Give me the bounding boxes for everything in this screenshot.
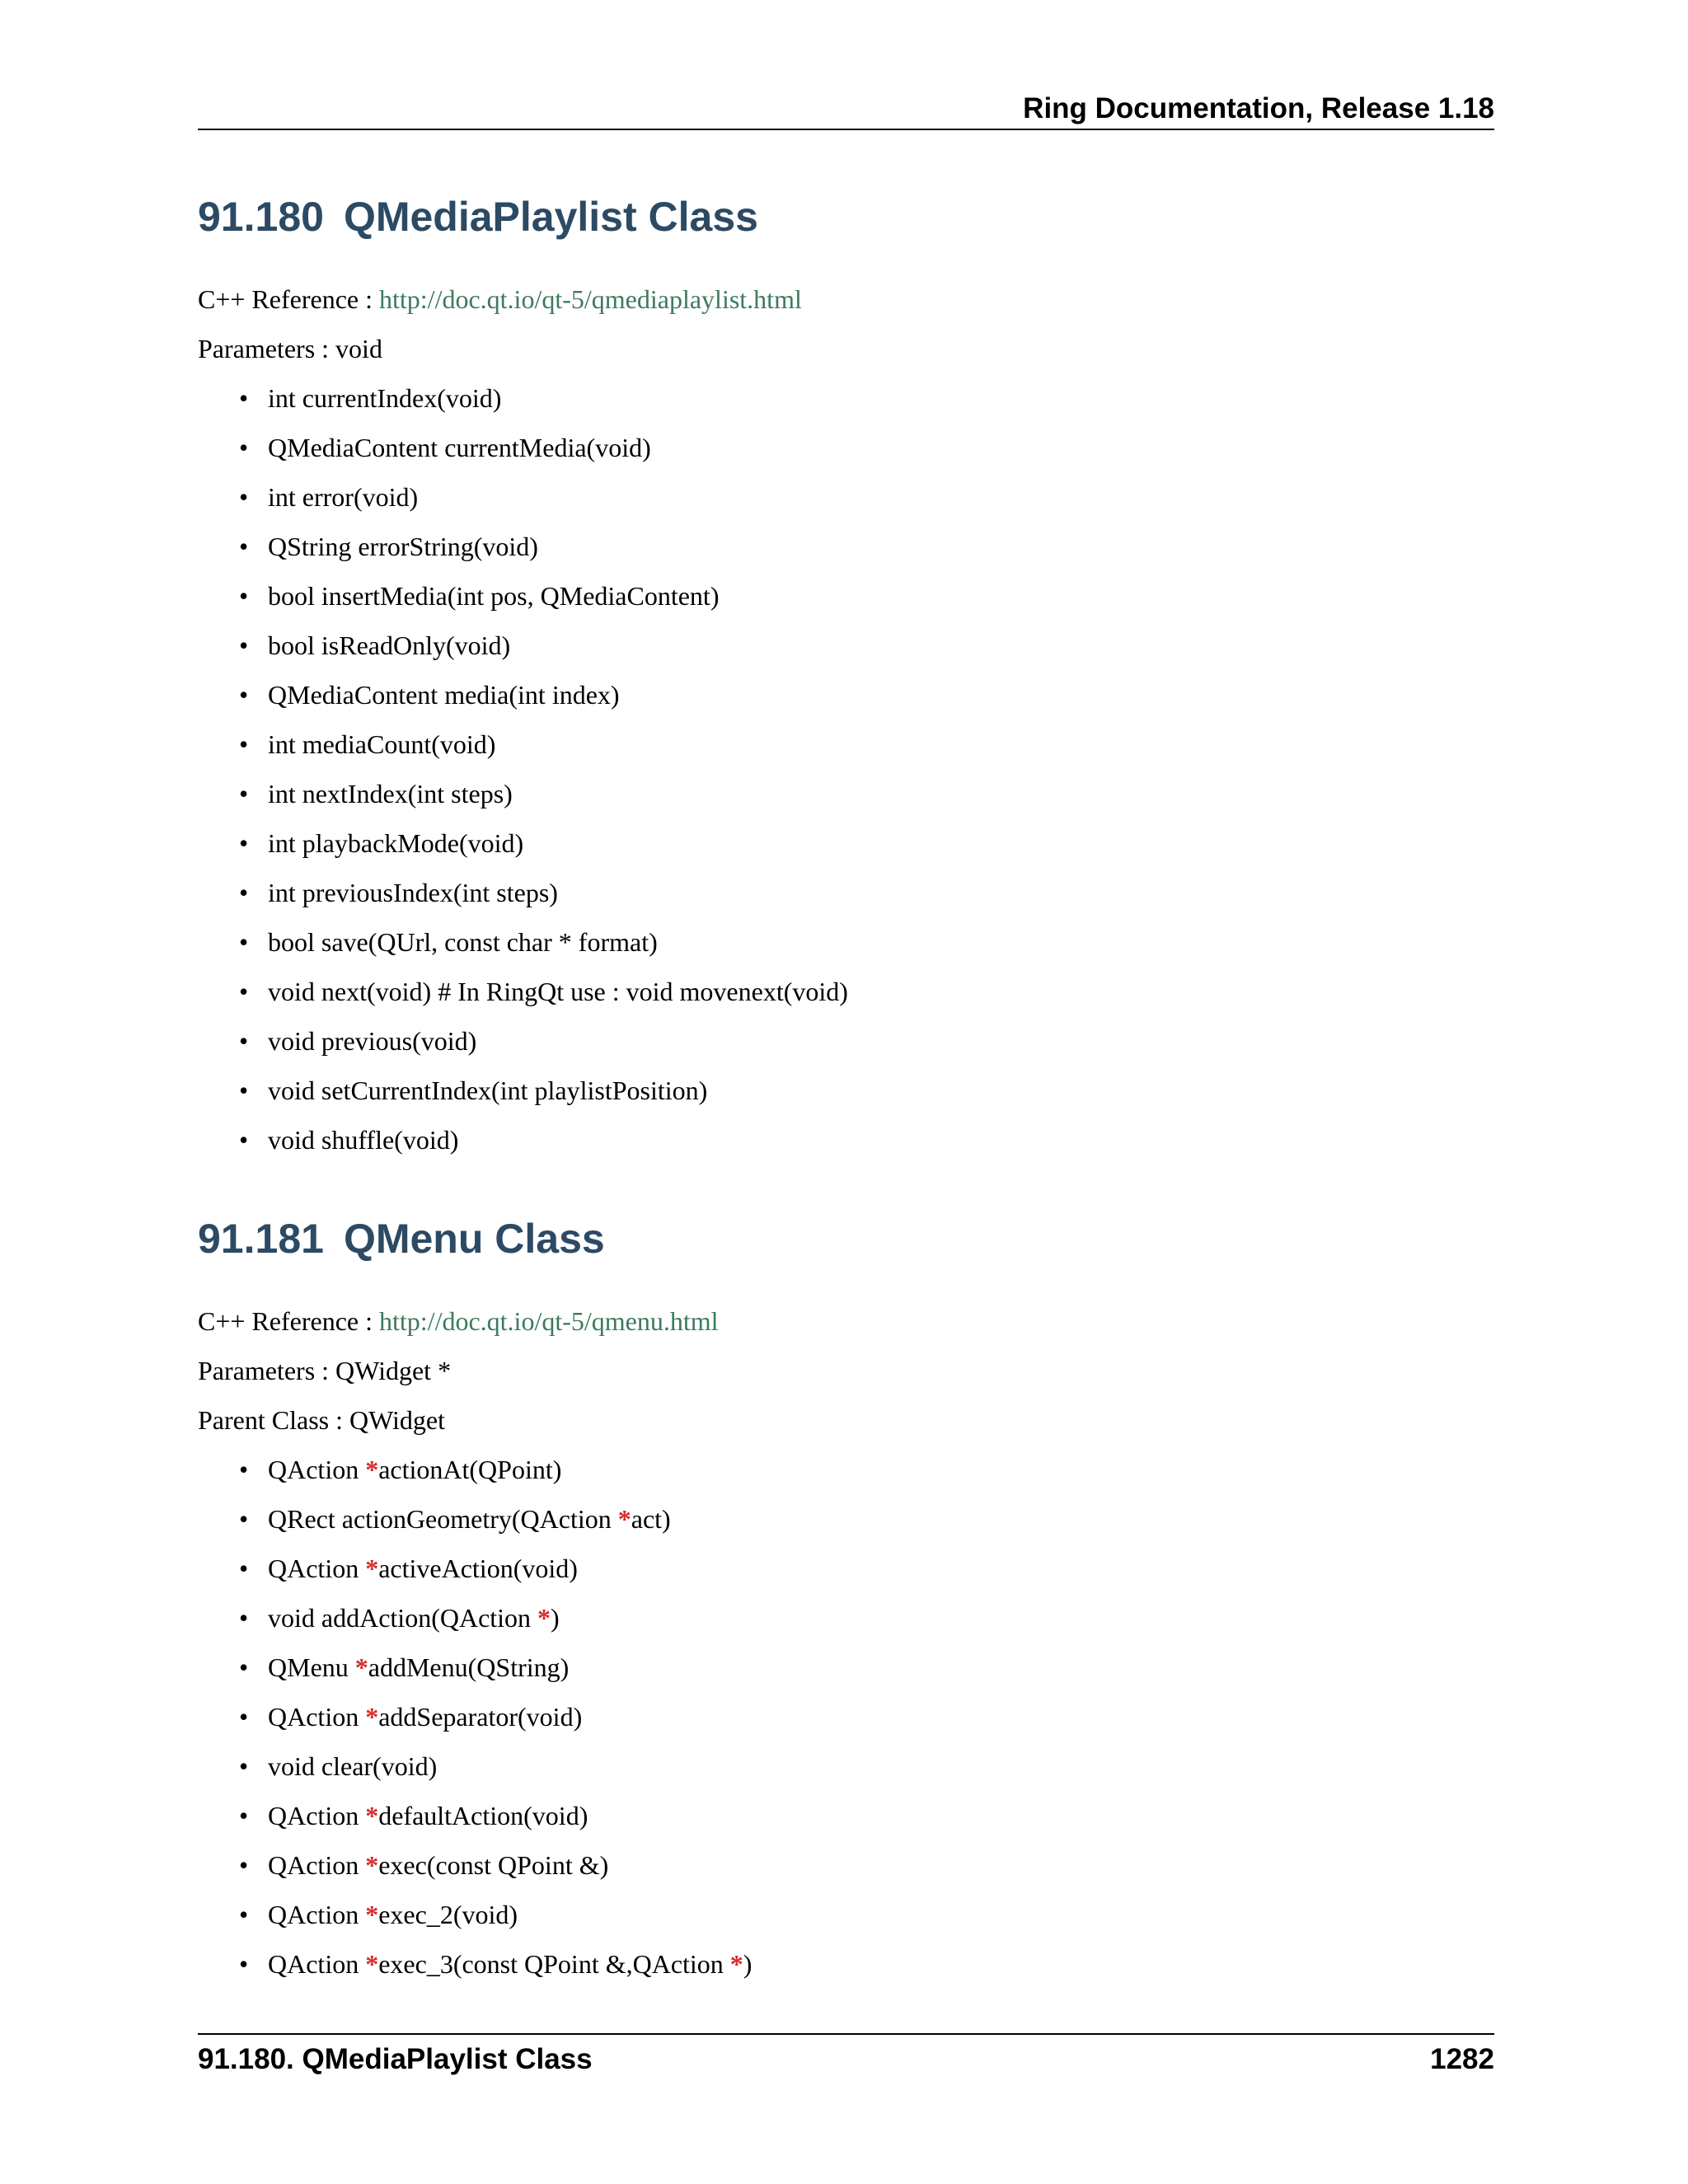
bullet-icon: • xyxy=(239,680,249,710)
bullet-icon: • xyxy=(239,927,249,957)
bullet-icon: • xyxy=(239,1702,249,1732)
method-signature xyxy=(268,1455,561,1484)
signature-part: ) xyxy=(743,1949,753,1979)
bullet-icon: • xyxy=(239,1751,249,1781)
pointer-asterisk: * xyxy=(617,1504,631,1534)
bullet-icon: • xyxy=(239,630,249,660)
method-item xyxy=(239,1750,752,1799)
method-item xyxy=(239,926,848,975)
bullet-icon: • xyxy=(239,1850,249,1880)
signature-part: exec_2(void) xyxy=(378,1900,518,1929)
footer-page-number: 1282 xyxy=(1430,2043,1494,2075)
method-item xyxy=(239,1123,848,1173)
signature-part: void clear(void) xyxy=(268,1751,438,1781)
section-number: 91.181 xyxy=(198,1216,324,1262)
bullet-icon: • xyxy=(239,1949,249,1979)
method-list-qmenu xyxy=(239,1453,752,1997)
reference-label: C++ Reference : xyxy=(198,1306,379,1336)
method-item xyxy=(239,1601,752,1651)
method-item xyxy=(239,431,848,480)
method-signature: bool save(QUrl, const char * format) xyxy=(268,927,658,957)
method-item xyxy=(239,678,848,728)
signature-part: QAction xyxy=(268,1850,366,1880)
parent-class-line: Parent Class : QWidget xyxy=(198,1405,445,1435)
bullet-icon: • xyxy=(239,482,249,512)
method-signature: void next(void) # In RingQt use : void movenext(void) xyxy=(268,977,848,1006)
bullet-icon: • xyxy=(239,1455,249,1484)
pointer-asterisk: * xyxy=(354,1652,368,1682)
method-item xyxy=(239,1453,752,1502)
pointer-asterisk: * xyxy=(729,1949,743,1979)
reference-link[interactable]: http://doc.qt.io/qt-5/qmediaplaylist.html xyxy=(379,284,802,314)
signature-part: QAction xyxy=(268,1949,366,1979)
bullet-icon: • xyxy=(239,1801,249,1830)
method-item xyxy=(239,777,848,827)
bullet-icon: • xyxy=(239,878,249,907)
signature-part: exec(const QPoint &) xyxy=(378,1850,609,1880)
method-item xyxy=(239,827,848,876)
method-signature xyxy=(268,1751,437,1781)
bullet-icon: • xyxy=(239,532,249,561)
method-item xyxy=(239,1799,752,1849)
method-item xyxy=(239,382,848,431)
pointer-asterisk: * xyxy=(365,1801,379,1830)
parameters-line: Parameters : void xyxy=(198,334,382,363)
method-signature: void previous(void) xyxy=(268,1026,477,1056)
pointer-asterisk: * xyxy=(537,1603,551,1633)
bullet-icon: • xyxy=(239,1026,249,1056)
signature-part: exec_3(const QPoint &,QAction xyxy=(378,1949,730,1979)
bullet-icon: • xyxy=(239,581,249,611)
signature-part: addSeparator(void) xyxy=(378,1702,583,1732)
bullet-icon: • xyxy=(239,828,249,858)
method-item xyxy=(239,1502,752,1552)
method-signature: int mediaCount(void) xyxy=(268,729,496,759)
method-signature: int nextIndex(int steps) xyxy=(268,779,513,808)
reference-link[interactable]: http://doc.qt.io/qt-5/qmenu.html xyxy=(379,1306,719,1336)
bullet-icon: • xyxy=(239,1652,249,1682)
reference-label: C++ Reference : xyxy=(198,284,379,314)
signature-part: actionAt(QPoint) xyxy=(378,1455,562,1484)
method-signature xyxy=(268,1850,608,1880)
section-title: QMediaPlaylist Class xyxy=(343,194,758,240)
method-item xyxy=(239,1700,752,1750)
bullet-icon: • xyxy=(239,383,249,413)
bullet-icon: • xyxy=(239,1125,249,1155)
method-signature: void shuffle(void) xyxy=(268,1125,459,1155)
section-number: 91.180 xyxy=(198,194,324,240)
pointer-asterisk: * xyxy=(365,1455,379,1484)
bullet-icon: • xyxy=(239,1554,249,1583)
signature-part: defaultAction(void) xyxy=(378,1801,588,1830)
method-signature xyxy=(268,1554,578,1583)
pointer-asterisk: * xyxy=(365,1850,379,1880)
bullet-icon: • xyxy=(239,1603,249,1633)
method-list-qmediaplaylist xyxy=(239,382,848,1173)
method-signature: QMediaContent media(int index) xyxy=(268,680,620,710)
method-signature xyxy=(268,1652,569,1682)
method-item xyxy=(239,629,848,678)
method-item xyxy=(239,1947,752,1997)
signature-part: QRect actionGeometry(QAction xyxy=(268,1504,618,1534)
cpp-reference-line xyxy=(198,283,802,316)
signature-part: QAction xyxy=(268,1900,366,1929)
signature-part: QAction xyxy=(268,1455,366,1484)
method-signature xyxy=(268,1900,518,1929)
method-item xyxy=(239,1552,752,1601)
method-item xyxy=(239,1849,752,1898)
signature-part: ) xyxy=(551,1603,560,1633)
section-title: QMenu Class xyxy=(343,1216,605,1262)
cpp-reference-line xyxy=(198,1305,719,1338)
bullet-icon: • xyxy=(239,1504,249,1534)
method-item xyxy=(239,1651,752,1700)
header-title: Ring Documentation, Release 1.18 xyxy=(1023,92,1494,124)
bullet-icon: • xyxy=(239,1900,249,1929)
method-signature: void setCurrentIndex(int playlistPosition) xyxy=(268,1076,708,1105)
bullet-icon: • xyxy=(239,433,249,462)
method-signature xyxy=(268,1801,588,1830)
pointer-asterisk: * xyxy=(365,1554,379,1583)
section-heading-qmediaplaylist xyxy=(198,192,758,241)
pointer-asterisk: * xyxy=(365,1702,379,1732)
method-signature: int previousIndex(int steps) xyxy=(268,878,558,907)
pointer-asterisk: * xyxy=(365,1900,379,1929)
method-signature xyxy=(268,1949,752,1979)
method-item xyxy=(239,1898,752,1947)
method-item xyxy=(239,1024,848,1074)
signature-part: act) xyxy=(631,1504,671,1534)
method-signature: int playbackMode(void) xyxy=(268,828,524,858)
method-signature xyxy=(268,1603,560,1633)
signature-part: addMenu(QString) xyxy=(368,1652,570,1682)
method-item xyxy=(239,1074,848,1123)
signature-part: activeAction(void) xyxy=(378,1554,578,1583)
method-item xyxy=(239,480,848,530)
method-signature xyxy=(268,1702,582,1732)
page-header xyxy=(198,89,1494,130)
method-signature: int error(void) xyxy=(268,482,419,512)
pointer-asterisk: * xyxy=(365,1949,379,1979)
method-item xyxy=(239,579,848,629)
bullet-icon: • xyxy=(239,729,249,759)
method-item xyxy=(239,975,848,1024)
signature-part: QAction xyxy=(268,1801,366,1830)
method-signature: bool isReadOnly(void) xyxy=(268,630,511,660)
parameters-line: Parameters : QWidget * xyxy=(198,1356,452,1385)
method-signature: int currentIndex(void) xyxy=(268,383,502,413)
signature-part: QMenu xyxy=(268,1652,355,1682)
method-item xyxy=(239,530,848,579)
bullet-icon: • xyxy=(239,1076,249,1105)
section-heading-qmenu xyxy=(198,1214,605,1263)
method-signature: bool insertMedia(int pos, QMediaContent) xyxy=(268,581,720,611)
signature-part: void addAction(QAction xyxy=(268,1603,538,1633)
method-item xyxy=(239,728,848,777)
page-footer xyxy=(198,2033,1494,2084)
signature-part: QAction xyxy=(268,1554,366,1583)
method-item xyxy=(239,876,848,926)
method-signature xyxy=(268,1504,671,1534)
footer-section-title: 91.180. QMediaPlaylist Class xyxy=(198,2043,593,2075)
signature-part: QAction xyxy=(268,1702,366,1732)
method-signature: QString errorString(void) xyxy=(268,532,538,561)
method-signature: QMediaContent currentMedia(void) xyxy=(268,433,651,462)
bullet-icon: • xyxy=(239,977,249,1006)
bullet-icon: • xyxy=(239,779,249,808)
